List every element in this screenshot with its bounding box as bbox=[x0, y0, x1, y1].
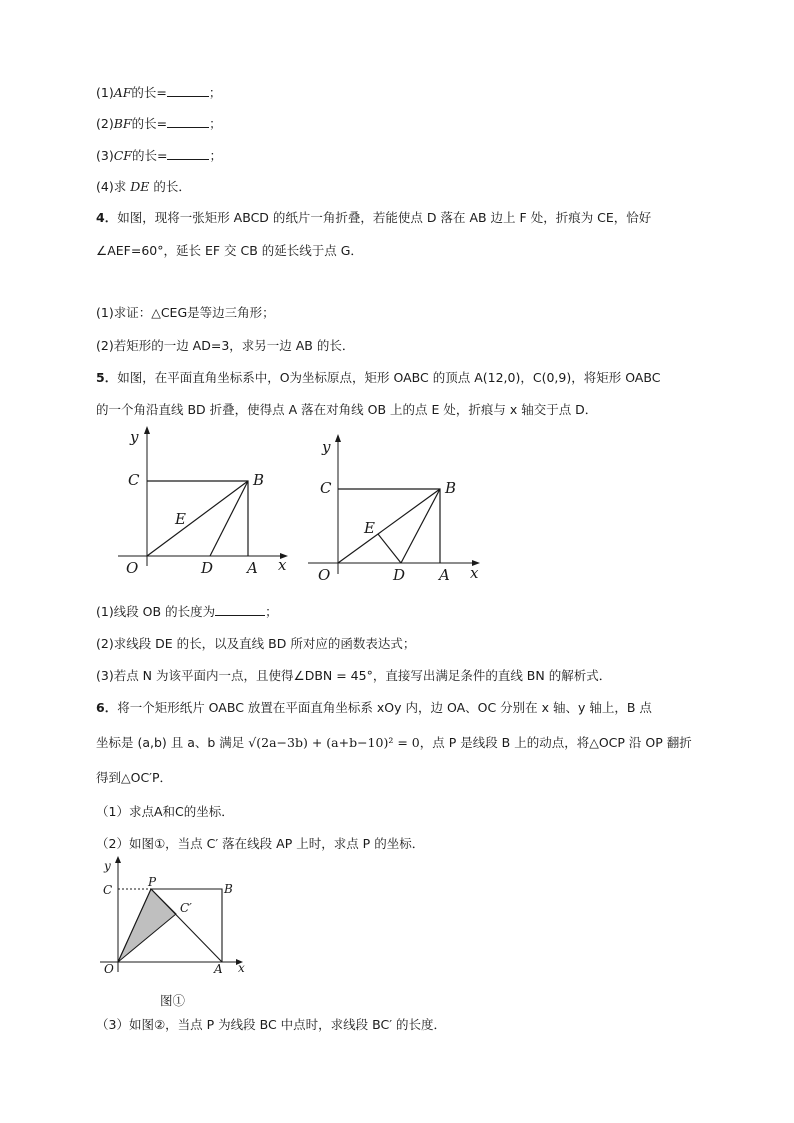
part-text: (1)求证：△CEG是等边三角形； bbox=[96, 305, 275, 320]
label-p: P bbox=[148, 875, 157, 889]
label-e: E bbox=[175, 510, 186, 528]
question-text: ∠AEF=60°，延长 EF 交 CB 的延长线于点 G． bbox=[96, 243, 363, 258]
part-var: CF bbox=[113, 148, 132, 163]
question-text: ，点 P 是线段 B 上的动点，将△OCP 沿 OP 翻折 bbox=[419, 735, 692, 750]
q5-figure-right bbox=[300, 436, 490, 586]
label-x: x bbox=[470, 564, 479, 582]
diagonal-ob bbox=[338, 489, 440, 563]
part-text: 的长． bbox=[153, 179, 191, 194]
q6-line-3 bbox=[96, 769, 172, 787]
y-axis-arrow bbox=[144, 426, 150, 434]
label-o: O bbox=[104, 962, 114, 976]
answer-blank[interactable] bbox=[215, 603, 265, 616]
label-c: C bbox=[103, 883, 113, 897]
part-var: DE bbox=[130, 179, 150, 194]
q4-line-2 bbox=[96, 242, 363, 260]
part-text: 的长= bbox=[131, 148, 168, 163]
q6-part-2 bbox=[96, 835, 424, 853]
question-number: 6． bbox=[96, 700, 118, 715]
fold-bd bbox=[210, 481, 248, 556]
equation: √(2a−3b) + (a+b−10)² = 0 bbox=[248, 735, 420, 750]
fold-bd bbox=[401, 489, 440, 563]
label-b: B bbox=[253, 471, 265, 489]
answer-blank[interactable] bbox=[167, 84, 209, 97]
label-d: D bbox=[201, 559, 214, 577]
part-text: (1)线段 OB 的长度为 bbox=[96, 604, 216, 619]
label-a: A bbox=[247, 559, 258, 577]
q4-part-2 bbox=[96, 337, 354, 355]
q5-figure-left bbox=[110, 428, 300, 578]
part-end: ； bbox=[209, 148, 222, 163]
label-c-prime: C′ bbox=[180, 901, 192, 915]
figure-caption: 图① bbox=[160, 993, 186, 1008]
y-axis-arrow bbox=[335, 434, 341, 442]
part-var: BF bbox=[113, 116, 132, 131]
label-e: E bbox=[364, 519, 375, 537]
question-text: 得到△OC′P． bbox=[96, 770, 173, 785]
q4-line-1 bbox=[96, 209, 651, 227]
q4-part-1 bbox=[96, 304, 275, 322]
label-x: x bbox=[238, 961, 245, 975]
shaded-triangle bbox=[118, 889, 176, 962]
part-label: (4) bbox=[96, 179, 114, 194]
label-y: y bbox=[322, 438, 331, 456]
label-a: A bbox=[439, 566, 450, 584]
y-axis-arrow bbox=[115, 856, 121, 863]
part-text: （3）如图②，当点 P 为线段 BC 中点时，求线段 BC′ 的长度． bbox=[96, 1017, 447, 1032]
question-text: 将一个矩形纸片 OABC 放置在平面直角坐标系 xOy 内，边 OA、OC 分别在 x 轴、y 轴上，B 点 bbox=[117, 700, 652, 715]
question-number: 4． bbox=[96, 210, 118, 225]
q5-part-1 bbox=[96, 603, 278, 621]
part-text: 的长= bbox=[131, 85, 167, 100]
part-text: (2)若矩形的一边 AD=3，求另一边 AB 的长． bbox=[96, 338, 355, 353]
answer-blank[interactable] bbox=[167, 147, 209, 160]
q5-line-1 bbox=[96, 369, 660, 387]
q5-part-2 bbox=[96, 635, 415, 653]
label-d: D bbox=[393, 566, 406, 584]
label-b: B bbox=[445, 479, 457, 497]
q6-line-1 bbox=[96, 699, 652, 717]
q6-figure bbox=[96, 856, 266, 981]
part-label: (3) bbox=[96, 148, 114, 163]
label-o: O bbox=[318, 566, 331, 584]
part-text: (3)若点 N 为该平面内一点，且使得∠DBN = 45°，直接写出满足条件的直线 BN 的解析式． bbox=[96, 668, 612, 683]
question-text: 如图，在平面直角坐标系中，O为坐标原点，矩形 OABC 的顶点 A(12,0)，C(0,9)，将矩形 OABC bbox=[117, 370, 661, 385]
part-label: (2) bbox=[96, 116, 114, 131]
label-o: O bbox=[126, 559, 139, 577]
question-text: 如图，现将一张矩形 ABCD 的纸片一角折叠，若能使点 D 落在 AB 边上 F 处，折痕为 CE，恰好 bbox=[117, 210, 652, 225]
part-text: 求 bbox=[113, 179, 127, 194]
q3-part-4 bbox=[96, 178, 191, 196]
q6-line-2 bbox=[96, 734, 692, 752]
question-number: 5． bbox=[96, 370, 118, 385]
segment-ed bbox=[378, 534, 401, 563]
part-text: （2）如图①，当点 C′ 落在线段 AP 上时，求点 P 的坐标． bbox=[96, 836, 425, 851]
part-label: (1) bbox=[96, 85, 114, 100]
q5-part-3 bbox=[96, 667, 611, 685]
q6-part-3 bbox=[96, 1016, 446, 1034]
part-text: （1）求点A和C的坐标． bbox=[96, 804, 234, 819]
q3-part-2 bbox=[96, 115, 222, 133]
label-c: C bbox=[320, 479, 332, 497]
part-end: ； bbox=[209, 116, 222, 131]
label-y: y bbox=[130, 428, 139, 446]
label-a: A bbox=[214, 962, 223, 976]
question-text: 坐标是 (a,b) 且 a、b 满足 bbox=[96, 735, 249, 750]
diagonal-ob bbox=[147, 481, 248, 556]
label-x: x bbox=[278, 556, 287, 574]
q3-part-3 bbox=[96, 147, 222, 165]
answer-blank[interactable] bbox=[167, 115, 209, 128]
part-end: ； bbox=[208, 85, 222, 100]
part-text: (2)求线段 DE 的长，以及直线 BD 所对应的函数表达式； bbox=[96, 636, 416, 651]
q3-part-1 bbox=[96, 84, 221, 102]
label-y: y bbox=[104, 859, 111, 873]
part-end: ； bbox=[265, 604, 278, 619]
label-c: C bbox=[128, 471, 140, 489]
part-var: AF bbox=[113, 85, 132, 100]
q6-part-1 bbox=[96, 803, 234, 821]
question-text: 的一个角沿直线 BD 折叠，使得点 A 落在对角线 OB 上的点 E 处，折痕与 x 轴交于点 D． bbox=[96, 402, 598, 417]
q5-line-2 bbox=[96, 401, 597, 419]
part-text: 的长= bbox=[131, 116, 168, 131]
label-b: B bbox=[224, 882, 233, 896]
